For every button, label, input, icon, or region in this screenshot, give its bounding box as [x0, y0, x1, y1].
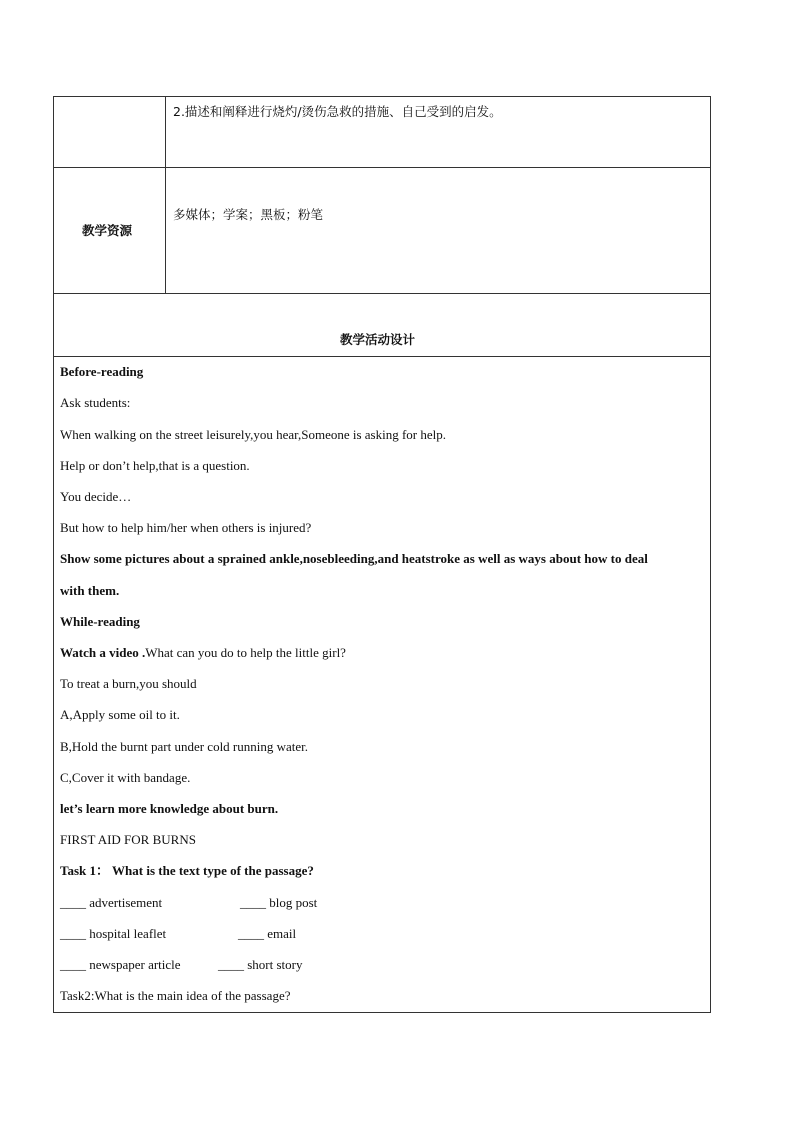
- row-divider-3: [53, 356, 711, 357]
- watch-video-question: What can you do to help the little girl?: [145, 645, 346, 660]
- task1-option-advertisement: [60, 895, 162, 911]
- answer-blank: ____: [218, 957, 244, 972]
- resources-value: 多媒体；学案；黑板；粉笔: [173, 207, 324, 222]
- scenario-line: When walking on the street leisurely,you hear,Someone is asking for help.: [60, 427, 447, 442]
- option-label: hospital leaflet: [89, 926, 167, 941]
- activity-design-heading: 教学活动设计: [340, 332, 416, 347]
- task1-option-email: [238, 926, 296, 942]
- help-question-line: But how to help him/her when others is injured?: [60, 520, 312, 535]
- task1-option-blog-post: [240, 895, 317, 911]
- resources-label: 教学资源: [82, 223, 133, 238]
- ask-students: Ask students:: [60, 395, 131, 410]
- answer-blank: ____: [60, 957, 86, 972]
- learn-more-line: let’s learn more knowledge about burn.: [60, 801, 279, 816]
- answer-blank: ____: [238, 926, 264, 941]
- watch-video-label: Watch a video .: [60, 645, 146, 660]
- row-divider-2: [53, 293, 711, 294]
- first-aid-title: FIRST AID FOR BURNS: [60, 832, 196, 847]
- option-label: newspaper article: [89, 957, 181, 972]
- option-label: advertisement: [89, 895, 163, 910]
- task1-option-newspaper-article: [60, 957, 181, 973]
- watch-video-line: [60, 645, 346, 661]
- task1-question: Task 1： What is the text type of the passage?: [60, 863, 314, 878]
- question-line: Help or don’t help,that is a question.: [60, 458, 250, 473]
- decide-line: You decide…: [60, 489, 132, 504]
- task1-option-hospital-leaflet: [60, 926, 166, 942]
- show-pictures-line-1: Show some pictures about a sprained ankle,nosebleeding,and heatstroke as well as ways about how to deal: [60, 551, 648, 566]
- task1-option-short-story: [218, 957, 303, 973]
- show-pictures-line-2: with them.: [60, 583, 120, 598]
- option-label: blog post: [269, 895, 318, 910]
- while-reading-heading: While-reading: [60, 614, 140, 629]
- option-label: short story: [247, 957, 303, 972]
- option-a: A,Apply some oil to it.: [60, 707, 180, 722]
- answer-blank: ____: [60, 926, 86, 941]
- answer-blank: ____: [60, 895, 86, 910]
- treat-burn-line: To treat a burn,you should: [60, 676, 197, 691]
- option-label: email: [267, 926, 297, 941]
- row-divider-1: [53, 167, 711, 168]
- objective-text: 2.描述和阐释进行烧灼/烫伤急救的措施、自己受到的启发。: [173, 104, 502, 119]
- before-reading-heading: Before-reading: [60, 364, 144, 379]
- option-c: C,Cover it with bandage.: [60, 770, 191, 785]
- column-divider: [165, 96, 166, 293]
- answer-blank: ____: [240, 895, 266, 910]
- task2-question: Task2:What is the main idea of the passage?: [60, 988, 291, 1003]
- option-b: B,Hold the burnt part under cold running water.: [60, 739, 309, 754]
